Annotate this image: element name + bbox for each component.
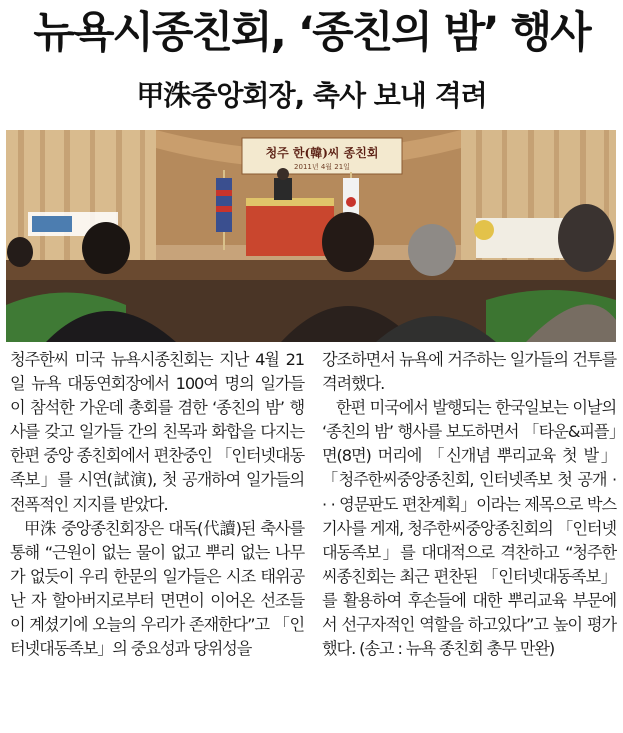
article-body <box>10 348 616 730</box>
subheadline: 甲洙중앙회장, 축사 보내 격려 <box>136 79 487 112</box>
event-photo <box>6 130 616 342</box>
paragraph: 甲洙 중앙종친회장은 대독(代讀)된 축사를 통해 “근원이 없는 물이 없고 뿌리 없는 나무가 없듯이 우리 한문의 일가들은 시조 태위공 난 자 할아버지로부터 면면이 이어온 선조들이 계셨기에 오늘의 우리가 존재한다”고 「인터넷대동족보」의 중요성과 당위성을 <box>10 518 304 659</box>
article-column-2 <box>322 348 616 730</box>
paragraph: 강조하면서 뉴욕에 거주하는 일가들의 건투를 격려했다. <box>322 350 616 394</box>
headline: 뉴욕시종친회, ‘종친의 밤’ 행사 <box>33 8 590 58</box>
paragraph: 청주한씨 미국 뉴욕시종친회는 지난 4월 21일 뉴욕 대동연회장에서 100여 명의 일가들이 참석한 가운데 총회를 겸한 ‘종친의 밤’ 행사를 갖고 일가들 간의 친목과 화합을 다지는 한편 중앙 종친회에서 편찬중인 「인터넷대동족보」를 시연(試演), 첫 공개하여 일가들의 전폭적인 지지를 받았다. <box>10 350 304 514</box>
paragraph: 한편 미국에서 발행되는 한국일보는 이날의 ‘종친의 밤’ 행사를 보도하면서 「타운&피플」면(8면) 머리에 「신개념 뿌리교육 첫 발」「청주한씨중앙종친회, 인터넷족보 첫 공개 · · · 영문판도 편찬계획」이라는 제목으로 박스기사를 게재, 청주한씨중앙종친회의 「인터넷대동족보」를 대대적으로 격찬하고 “청주한씨종친회는 최근 편찬된 「인터넷대동족보」를 활용하여 후손들에 대한 뿌리교육 부문에서 선구자적인 역할을 하고있다”고 높이 평가했다. (송고 : 뉴욕 종친회 총무 만완) <box>322 398 616 659</box>
article-column-1 <box>10 348 304 730</box>
banner-title: 청주 한(韓)씨 종친회 <box>265 146 379 160</box>
banner-date: 2011년 4월 21일 <box>294 163 350 171</box>
